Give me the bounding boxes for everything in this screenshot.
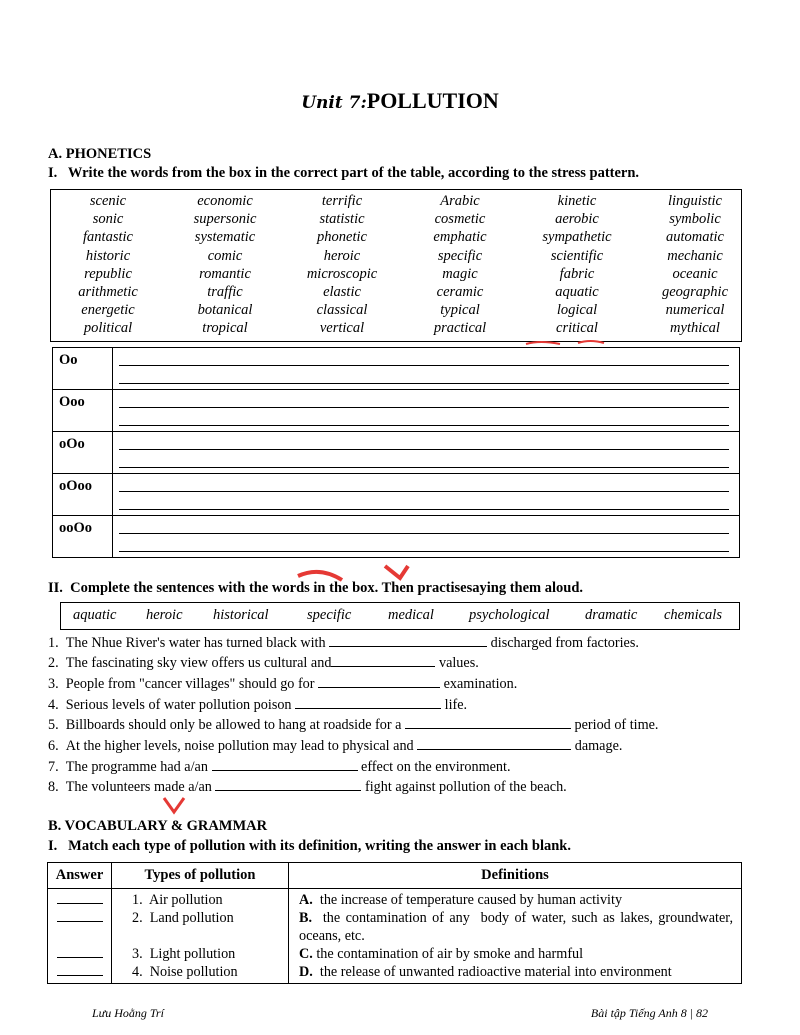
answer-lines[interactable] bbox=[113, 348, 740, 390]
word: practical bbox=[433, 320, 487, 337]
word: elastic bbox=[323, 284, 361, 301]
sentence-text: At the higher levels, noise pollution may lead to physical and bbox=[65, 738, 418, 754]
stress-pattern-label: oOoo bbox=[53, 474, 113, 516]
word: mythical bbox=[670, 320, 720, 337]
word: republic bbox=[84, 265, 132, 282]
word: kinetic bbox=[557, 193, 597, 209]
sentence-text: fight against pollution of the beach. bbox=[361, 779, 567, 795]
section-b-heading: B. VOCABULARY & GRAMMAR bbox=[48, 818, 268, 834]
sentence-number: 1. bbox=[48, 635, 59, 651]
unit-name: POLLUTION bbox=[366, 88, 499, 113]
word: magic bbox=[442, 265, 478, 282]
word: terrific bbox=[321, 193, 363, 209]
vocabulary-exercise-1-instruction: I. Match each type of pollution with its definition, writing the answer in each blank. bbox=[48, 838, 571, 854]
word: comic bbox=[207, 247, 243, 264]
answer-blank[interactable] bbox=[417, 737, 571, 750]
sentence-number: 7. bbox=[48, 759, 59, 775]
word: historical bbox=[213, 607, 269, 623]
word: typical bbox=[440, 302, 480, 319]
definitions-cell bbox=[289, 889, 742, 984]
word: linguistic bbox=[668, 193, 722, 209]
word-column-5 bbox=[521, 192, 633, 338]
word: botanical bbox=[197, 302, 253, 319]
answer-blank[interactable] bbox=[318, 675, 440, 688]
answer-lines[interactable] bbox=[113, 474, 740, 516]
sentence-2 bbox=[48, 654, 479, 672]
section-a-heading: A. PHONETICS bbox=[48, 146, 152, 162]
column-header: Definitions bbox=[289, 863, 742, 889]
definition-text: the contamination of air by smoke and harmful bbox=[312, 946, 584, 962]
word: tropical bbox=[202, 320, 248, 337]
pollution-type: 3. Light pollution bbox=[132, 946, 236, 962]
sentence-text: The fascinating sky view offers us cultural and bbox=[65, 655, 332, 671]
sentence-7 bbox=[48, 758, 511, 776]
sentence-text: The Nhue River's water has turned black with bbox=[65, 635, 330, 651]
sentence-text: effect on the environment. bbox=[357, 759, 511, 775]
sentence-text: examination. bbox=[440, 676, 518, 692]
word: emphatic bbox=[433, 229, 487, 246]
answer-blank[interactable] bbox=[405, 716, 571, 729]
word: critical bbox=[556, 320, 598, 337]
word: geographic bbox=[661, 284, 729, 301]
answer-blank-1[interactable] bbox=[57, 903, 103, 904]
word: systematic bbox=[194, 229, 256, 246]
word-column-3 bbox=[287, 192, 397, 338]
word: cosmetic bbox=[434, 211, 486, 228]
definition-letter: D. bbox=[299, 964, 313, 980]
sentence-text: The volunteers made a/an bbox=[65, 779, 216, 795]
sentence-text: damage. bbox=[571, 738, 623, 754]
word: arithmetic bbox=[78, 284, 138, 301]
answer-lines[interactable] bbox=[113, 390, 740, 432]
word: microscopic bbox=[306, 265, 378, 282]
word: numerical bbox=[665, 302, 725, 319]
sentence-text: Billboards should only be allowed to hang at roadside for a bbox=[65, 717, 405, 733]
definition-text: the increase of temperature caused by human activity bbox=[312, 892, 623, 908]
table-row bbox=[53, 348, 740, 390]
definition bbox=[299, 963, 733, 981]
page-title bbox=[0, 88, 800, 114]
sentence-4 bbox=[48, 696, 467, 714]
word: logical bbox=[556, 302, 598, 319]
word: aquatic bbox=[73, 607, 117, 623]
word: medical bbox=[388, 607, 434, 623]
word: ceramic bbox=[436, 284, 484, 301]
definition-letter: B. bbox=[299, 910, 313, 926]
pollution-type: 4. Noise pollution bbox=[132, 964, 238, 980]
sentence-8 bbox=[48, 778, 567, 796]
definition-text: the release of unwanted radioactive material into environment bbox=[312, 964, 672, 980]
word: specific bbox=[437, 247, 483, 264]
answer-blank[interactable] bbox=[331, 654, 435, 667]
definition-letter: C. bbox=[299, 946, 313, 962]
stress-pattern-label: Oo bbox=[53, 348, 113, 390]
word: psychological bbox=[469, 607, 550, 623]
sentence-number: 3. bbox=[48, 676, 59, 692]
stress-pattern-label: ooOo bbox=[53, 516, 113, 558]
answer-lines[interactable] bbox=[113, 516, 740, 558]
sentence-text: values. bbox=[435, 655, 479, 671]
answer-blank[interactable] bbox=[215, 778, 361, 791]
word: historic bbox=[85, 247, 131, 264]
word: heroic bbox=[146, 607, 183, 623]
answer-blank[interactable] bbox=[295, 696, 441, 709]
answer-blank-2[interactable] bbox=[57, 921, 103, 922]
word-column-2 bbox=[169, 192, 281, 338]
word-box bbox=[50, 189, 742, 342]
footer-page: Bài tập Tiếng Anh 8 | 82 bbox=[590, 1006, 708, 1020]
pollution-type: 1. Air pollution bbox=[132, 892, 223, 908]
sentence-text: discharged from factories. bbox=[487, 635, 639, 651]
word: statistic bbox=[319, 211, 365, 228]
word: vertical bbox=[319, 320, 365, 337]
word: sympathetic bbox=[542, 229, 612, 246]
footer-author: Lưu Hoằng Trí bbox=[92, 1006, 164, 1020]
answer-blank[interactable] bbox=[329, 634, 487, 647]
sentence-number: 5. bbox=[48, 717, 59, 733]
table-row bbox=[53, 474, 740, 516]
word: aquatic bbox=[555, 284, 599, 301]
answer-blank-4[interactable] bbox=[57, 975, 103, 976]
definition-letter: A. bbox=[299, 892, 313, 908]
sentence-6 bbox=[48, 737, 622, 755]
definition bbox=[299, 891, 733, 909]
word: chemicals bbox=[664, 607, 722, 623]
exercise-1-instruction: I. Write the words from the box in the correct part of the table, according to the stress pattern. bbox=[48, 165, 640, 181]
word: scenic bbox=[89, 193, 127, 209]
unit-label: Unit 7: bbox=[301, 93, 367, 113]
table-row bbox=[53, 516, 740, 558]
sentence-number: 8. bbox=[48, 779, 59, 795]
word: economic bbox=[197, 193, 253, 209]
word: oceanic bbox=[672, 265, 718, 282]
word: fabric bbox=[559, 265, 595, 282]
word: political bbox=[83, 320, 133, 337]
word: classical bbox=[316, 302, 368, 319]
sentence-text: Serious levels of water pollution poison bbox=[65, 697, 296, 713]
table-row bbox=[48, 889, 742, 984]
word: energetic bbox=[81, 302, 135, 319]
word: automatic bbox=[666, 229, 724, 246]
sentence-word-box bbox=[60, 602, 740, 630]
sentence-text: People from "cancer villages" should go for bbox=[65, 676, 319, 692]
sentence-text: The programme had a/an bbox=[65, 759, 212, 775]
exercise-2-instruction: II. Complete the sentences with the words in the box. Then practisesaying them aloud. bbox=[48, 580, 584, 596]
table-row bbox=[53, 390, 740, 432]
answer-blank-3[interactable] bbox=[57, 957, 103, 958]
sentence-number: 2. bbox=[48, 655, 59, 671]
sentence-text: life. bbox=[441, 697, 468, 713]
answer-lines[interactable] bbox=[113, 432, 740, 474]
types-cell bbox=[112, 889, 289, 984]
word: specific bbox=[307, 607, 352, 623]
answer-cell bbox=[48, 889, 112, 984]
definition bbox=[299, 909, 737, 945]
word: dramatic bbox=[585, 607, 638, 623]
word: sonic bbox=[92, 211, 124, 228]
column-header: Types of pollution bbox=[112, 863, 289, 889]
word: fantastic bbox=[83, 229, 133, 246]
word: heroic bbox=[323, 247, 361, 264]
word: aerobic bbox=[555, 211, 599, 228]
sentence-number: 6. bbox=[48, 738, 59, 754]
word: symbolic bbox=[669, 211, 721, 228]
definition bbox=[299, 945, 733, 963]
word: scientific bbox=[550, 247, 604, 264]
word: supersonic bbox=[193, 211, 257, 228]
sentence-1 bbox=[48, 634, 639, 652]
word: romantic bbox=[199, 265, 251, 282]
sentence-5 bbox=[48, 716, 658, 734]
pollution-type: 2. Land pollution bbox=[132, 910, 234, 926]
word: phonetic bbox=[317, 229, 367, 246]
red-ink-mark bbox=[160, 794, 190, 816]
stress-pattern-label: Ooo bbox=[53, 390, 113, 432]
table-header-row bbox=[48, 863, 742, 889]
sentence-text: period of time. bbox=[570, 717, 659, 733]
word-column-6 bbox=[639, 192, 751, 338]
answer-blank[interactable] bbox=[212, 758, 358, 771]
word: Arabic bbox=[440, 193, 480, 209]
stress-pattern-label: oOo bbox=[53, 432, 113, 474]
stress-pattern-table bbox=[52, 347, 740, 558]
column-header: Answer bbox=[48, 863, 112, 889]
sentence-number: 4. bbox=[48, 697, 59, 713]
word: traffic bbox=[207, 284, 243, 301]
word: mechanic bbox=[667, 247, 723, 264]
matching-table bbox=[47, 862, 742, 984]
word-column-1 bbox=[53, 192, 163, 338]
definition-text: the contamination of any body of water, such as lakes, groundwater, oceans, etc. bbox=[299, 910, 737, 944]
table-row bbox=[53, 432, 740, 474]
sentence-3 bbox=[48, 675, 517, 693]
word-column-4 bbox=[405, 192, 515, 338]
